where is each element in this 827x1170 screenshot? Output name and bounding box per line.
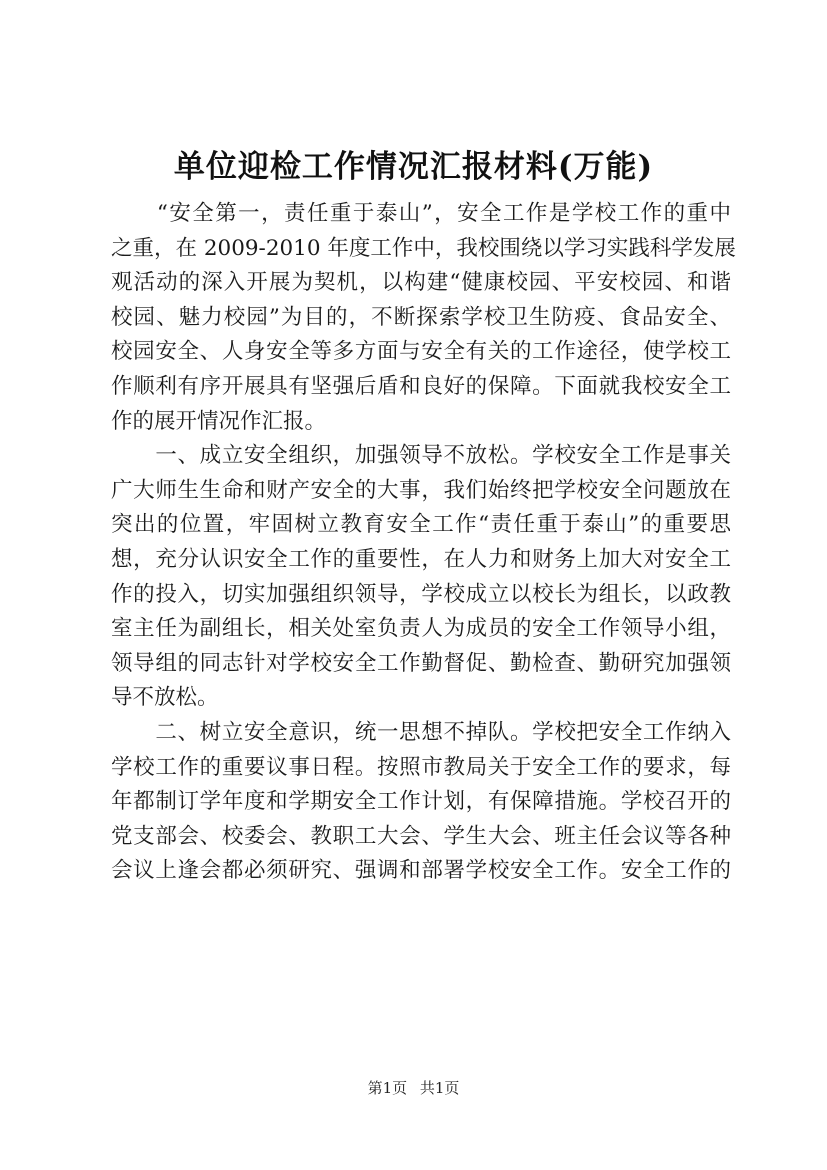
paragraph <box>111 197 736 439</box>
text-line: 学校工作的重要议事日程。按照市教局关于安全工作的要求，每 <box>111 754 731 780</box>
text-line: 广大师生生命和财产安全的大事，我们始终把学校安全问题放在 <box>111 477 731 503</box>
text-line: 作的展开情况作汇报。 <box>111 408 327 434</box>
text-line: 室主任为副组长，相关处室负责人为成员的安全工作领导小组， <box>111 616 731 642</box>
text-line: 作顺利有序开展具有坚强后盾和良好的保障。下面就我校安全工 <box>111 373 731 399</box>
text-line: 会议上逢会都必须研究、强调和部署学校安全工作。安全工作的 <box>111 858 731 884</box>
text-line: 校园安全、人身安全等多方面与安全有关的工作途径，使学校工 <box>111 339 731 365</box>
text-line: 党支部会、校委会、教职工大会、学生大会、班主任会议等各种 <box>111 823 731 849</box>
text-line: 领导组的同志针对学校安全工作勤督促、勤检查、勤研究加强领 <box>111 650 731 676</box>
text-line: 之重，在 2009-2010 年度工作中，我校围绕以学习实践科学发展 <box>111 235 736 261</box>
text-line: “安全第一，责任重于泰山”，安全工作是学校工作的重中 <box>111 201 731 226</box>
text-line: 作的投入，切实加强组织领导，学校成立以校长为组长，以政教 <box>111 581 731 607</box>
page-number: 第1页 <box>367 1079 408 1097</box>
page-footer <box>0 1077 827 1098</box>
page-total: 共1页 <box>419 1079 460 1097</box>
text-line: 一、成立安全组织，加强领导不放松。学校安全工作是事关 <box>111 443 731 469</box>
paragraph <box>111 439 731 716</box>
text-line: 突出的位置，牢固树立教育安全工作“责任重于泰山”的重要思 <box>111 512 731 538</box>
text-line: 想，充分认识安全工作的重要性，在人力和财务上加大对安全工 <box>111 546 731 572</box>
text-line: 观活动的深入开展为契机，以构建“健康校园、平安校园、和谐 <box>111 270 731 296</box>
paragraph <box>111 716 731 889</box>
text-line: 二、树立安全意识，统一思想不掉队。学校把安全工作纳入 <box>111 719 731 745</box>
document-body <box>111 197 736 889</box>
text-line: 导不放松。 <box>111 685 219 711</box>
text-line: 年都制订学年度和学期安全工作计划，有保障措施。学校召开的 <box>111 789 731 815</box>
text-line: 校园、魅力校园”为目的，不断探索学校卫生防疫、食品安全、 <box>111 304 731 330</box>
document-title: 单位迎检工作情况汇报材料(万能) <box>173 149 654 185</box>
